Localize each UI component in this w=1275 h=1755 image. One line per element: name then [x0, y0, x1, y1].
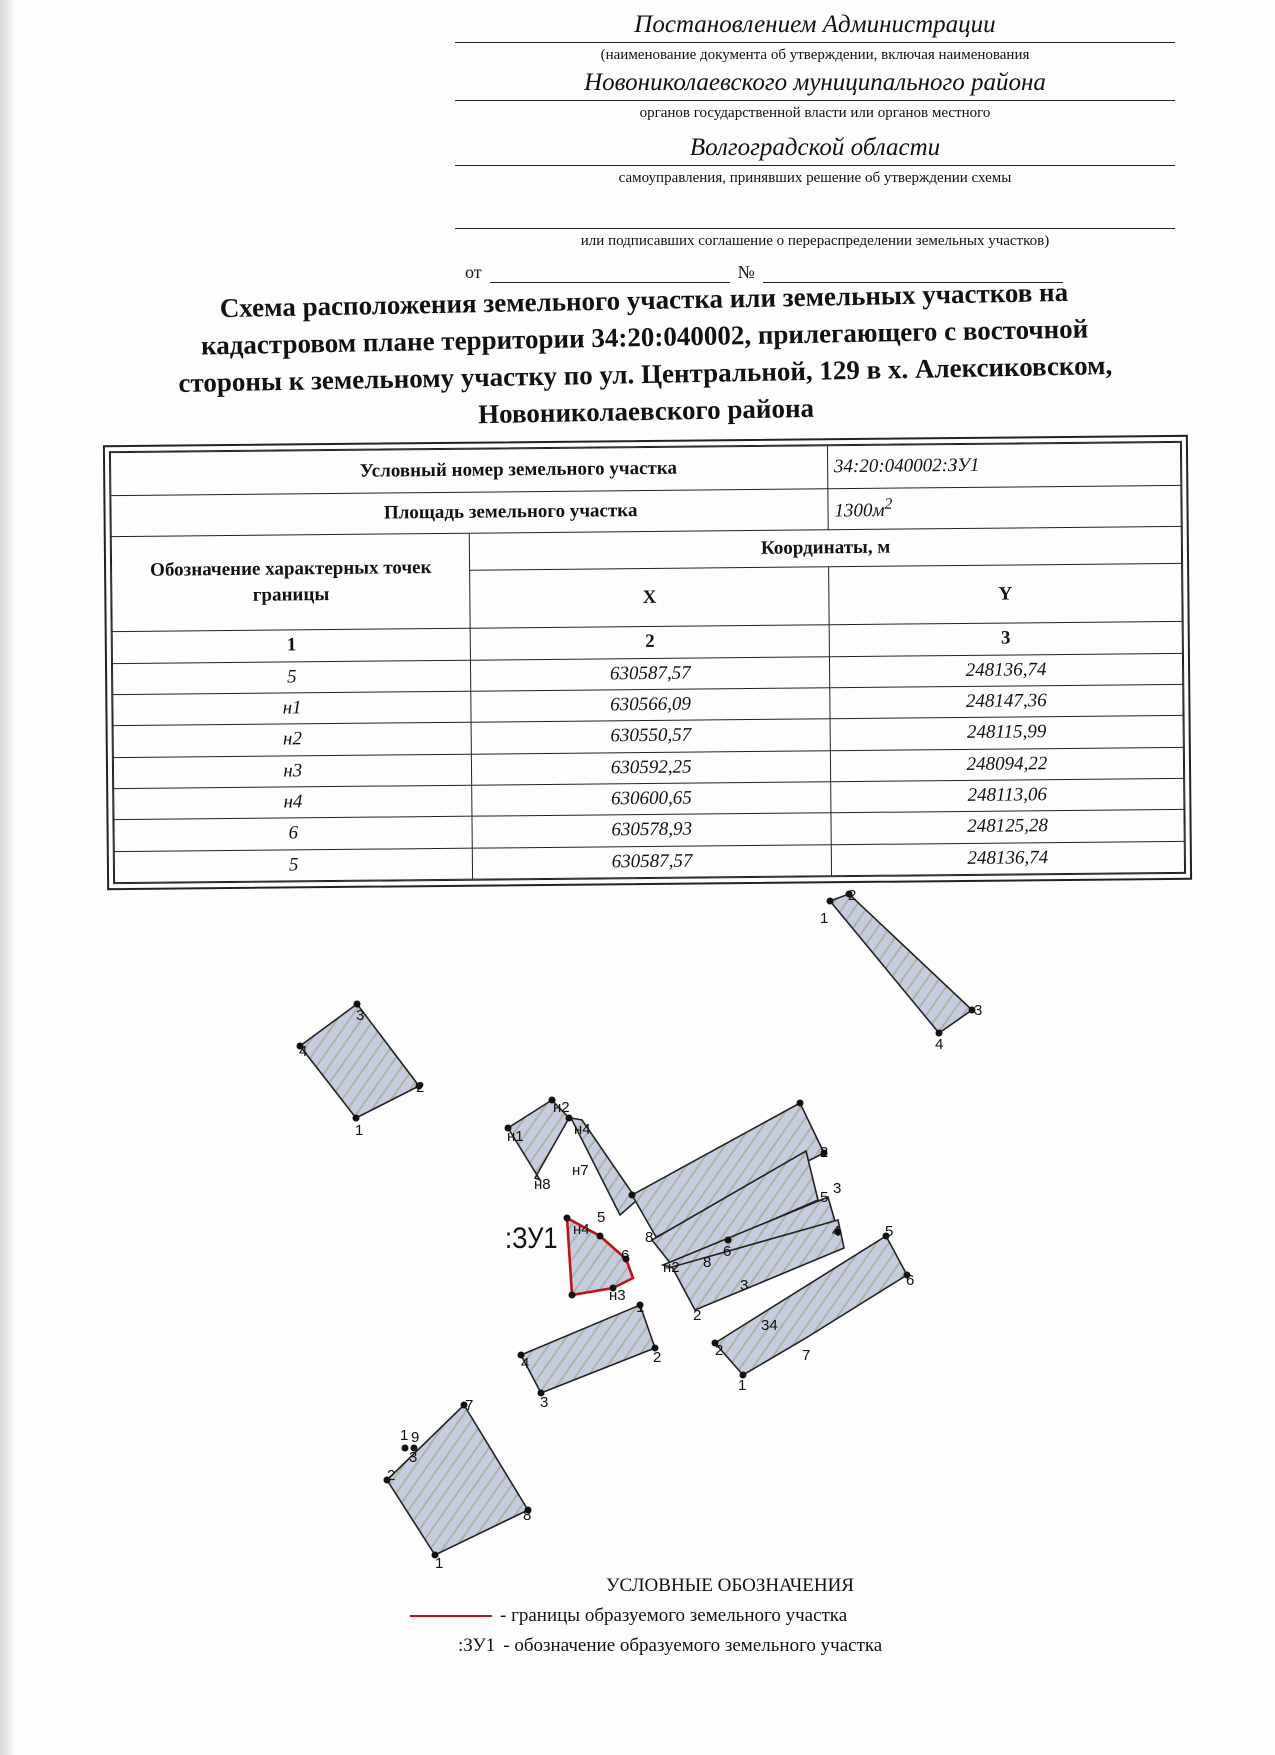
point-label: 4 — [521, 1355, 530, 1372]
point-label: 8 — [523, 1507, 532, 1524]
title-line-3: стороны к земельному участку по ул. Центральной, 129 в х. Алексиковском, — [178, 350, 1113, 398]
point-label: 1 — [738, 1377, 747, 1394]
point-label: 1 — [435, 1555, 444, 1572]
x-cell: 630587,57 — [471, 656, 830, 691]
legend-item-zu1-text: - обозначение образуемого земельного участка — [503, 1635, 883, 1656]
point-label: 2 — [715, 1342, 724, 1359]
point-label: н1 — [507, 1128, 524, 1145]
area-cell — [828, 486, 1182, 530]
approval-block-1 — [455, 10, 1175, 64]
authority-text: Новониколаевского муниципального района — [584, 69, 1046, 96]
x-cell: 630550,57 — [472, 719, 831, 754]
coords-header: Координаты, м — [470, 527, 1182, 571]
legend-zu1-symbol: :ЗУ1 — [458, 1635, 496, 1656]
y-cell: 248113,06 — [831, 778, 1184, 813]
y-cell: 248136,74 — [829, 653, 1182, 688]
point-cell: 5 — [112, 660, 471, 695]
area-value: 1300м — [834, 500, 885, 522]
underline — [455, 228, 1175, 229]
caption-3: самоуправления, принявших решение об утверждении схемы — [618, 170, 1012, 186]
point-label: 5 — [820, 1189, 829, 1206]
point-label: 3 — [409, 1449, 418, 1466]
point-label: 3 — [356, 1007, 365, 1024]
point-label: 3 — [540, 1394, 549, 1411]
x-cell: 630578,93 — [472, 813, 831, 848]
x-header: X — [470, 567, 829, 629]
coordinates-table-frame — [103, 435, 1192, 890]
parcel — [521, 1305, 655, 1393]
point-label: 4 — [935, 1036, 944, 1053]
x-cell: 630587,57 — [473, 844, 832, 879]
point-cell: н4 — [114, 785, 473, 820]
point-label: 1 — [400, 1427, 409, 1444]
point-label: 2 — [693, 1307, 702, 1324]
legend-item-zu1 — [458, 1635, 1020, 1657]
point-label: 5 — [597, 1209, 606, 1226]
point-label: 9 — [411, 1429, 420, 1446]
approval-doc-text: Постановлением Администрации — [634, 11, 996, 38]
point-cell: 6 — [114, 816, 473, 851]
point-label: 1 — [820, 910, 829, 927]
cadastral-label: Условный номер земельного участка — [110, 446, 827, 496]
title-line-1: Схема расположения земельного участка или земельных участков на — [219, 276, 1069, 324]
point-label: н3 — [609, 1287, 626, 1304]
y-cell: 248147,36 — [830, 684, 1183, 719]
point-label: 8 — [703, 1254, 712, 1271]
title-line-4: Новониколаевского района — [477, 392, 815, 430]
y-cell: 248136,74 — [831, 841, 1184, 876]
point-label: 4 — [299, 1043, 308, 1060]
cadastral-value: 34:20:040002:ЗУ1 — [827, 442, 1181, 489]
x-cell: 630592,25 — [472, 750, 831, 785]
cadastral-map — [0, 870, 1275, 1590]
underline — [455, 100, 1175, 101]
col-number-1: 1 — [112, 628, 471, 663]
approval-block-3 — [455, 133, 1175, 187]
x-cell: 630600,65 — [472, 782, 831, 817]
title-line-2: кадастровом плане территории 34:20:040002, прилегающего с восточной — [200, 313, 1089, 361]
point-label: 5 — [885, 1223, 894, 1240]
point-label: 6 — [906, 1272, 915, 1289]
point-label: н4 — [574, 1121, 591, 1138]
point-label: 6 — [621, 1247, 630, 1264]
y-cell: 248094,22 — [830, 747, 1183, 782]
area-unit-sup: 2 — [884, 495, 893, 513]
date-prefix: от — [465, 262, 482, 282]
point-cell: н1 — [113, 691, 472, 726]
point-label: 2 — [387, 1467, 396, 1484]
point-label: 7 — [465, 1397, 474, 1414]
point-label: н2 — [553, 1099, 570, 1116]
area-label: Площадь земельного участка — [111, 489, 828, 537]
legend-item-boundary-text: - границы образуемого земельного участка — [500, 1605, 848, 1626]
y-cell: 248125,28 — [831, 810, 1184, 845]
points-header: Обозначение характерных точек границы — [111, 533, 470, 631]
legend — [400, 1575, 1020, 1657]
point-label: 7 — [802, 1347, 811, 1364]
caption-1: (наименование документа об утверждении, включая наименования — [600, 47, 1030, 63]
point-cell: н2 — [113, 722, 472, 757]
caption-2: органов государственной власти или органов местного — [639, 105, 991, 121]
point-cell: 5 — [114, 848, 473, 883]
legend-item-boundary — [400, 1605, 1020, 1627]
point-label: 2 — [848, 887, 857, 904]
point-label: 6 — [723, 1243, 732, 1260]
document-title — [119, 272, 1172, 440]
point-label: 2 — [820, 1144, 829, 1161]
zu1-label: :ЗУ1 — [505, 1222, 558, 1255]
x-cell: 630566,09 — [471, 688, 830, 723]
coordinates-table — [110, 442, 1185, 883]
point-cell: н3 — [113, 754, 472, 789]
number-prefix: № — [737, 262, 755, 282]
point-label: 4 — [832, 1223, 841, 1240]
point-label: 34 — [761, 1317, 778, 1334]
point-label: 8 — [645, 1229, 654, 1246]
red-boundary-line-symbol — [410, 1615, 492, 1617]
blank-line — [455, 196, 1175, 226]
col-number-2: 2 — [471, 625, 830, 660]
point-label: н7 — [572, 1162, 589, 1179]
underline — [455, 165, 1175, 166]
point-label: 1 — [636, 1299, 645, 1316]
underline — [455, 42, 1175, 43]
caption-4: или подписавших соглашение о перераспределении земельных участков) — [580, 233, 1050, 249]
parcel — [830, 894, 972, 1033]
point-label: н2 — [663, 1259, 680, 1276]
point-label: н8 — [534, 1176, 551, 1193]
point-label: 2 — [653, 1349, 662, 1366]
point-label: 3 — [974, 1002, 983, 1019]
approval-block-2 — [455, 68, 1175, 122]
approval-block-4 — [455, 196, 1175, 250]
point-label: 3 — [740, 1277, 749, 1294]
y-header: Y — [828, 563, 1182, 625]
y-cell: 248115,99 — [830, 716, 1183, 751]
region-text: Волгоградской области — [689, 134, 941, 161]
legend-title: УСЛОВНЫЕ ОБОЗНАЧЕНИЯ — [606, 1575, 854, 1596]
point-label: 2 — [416, 1079, 425, 1096]
point-label: 3 — [833, 1180, 842, 1197]
col-number-3: 3 — [829, 622, 1182, 657]
point-label: 1 — [355, 1122, 364, 1139]
point-label: н4 — [573, 1221, 590, 1238]
